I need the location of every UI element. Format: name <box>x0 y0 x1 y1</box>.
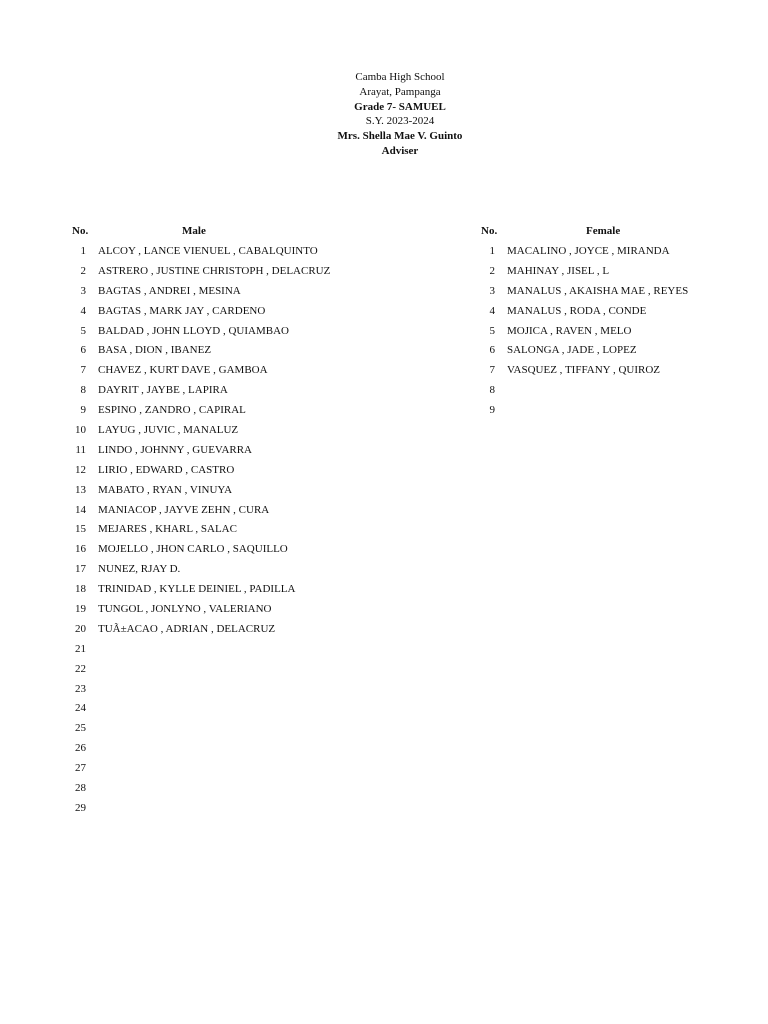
row-number: 14 <box>75 503 86 516</box>
student-name: MANALUS , AKAISHA MAE , REYES <box>507 284 689 297</box>
student-name: MACALINO , JOYCE , MIRANDA <box>507 245 670 257</box>
row-number: 16 <box>75 543 86 556</box>
row-number: 23 <box>75 682 86 695</box>
student-name: MANIACOP , JAYVE ZEHN , CURA <box>98 503 270 516</box>
student-name: ASTRERO , JUSTINE CHRISTOPH , DELACRUZ <box>98 264 331 277</box>
student-name: BASA , DION , IBANEZ <box>98 344 212 357</box>
row-number: 8 <box>80 384 86 397</box>
student-name: VASQUEZ , TIFFANY , QUIROZ <box>507 364 660 377</box>
student-name: BALDAD , JOHN LLOYD , QUIAMBAO <box>98 324 289 337</box>
row-number: 29 <box>75 801 86 814</box>
student-name: SALONGA , JADE , LOPEZ <box>507 344 637 357</box>
row-number: 1 <box>489 245 495 257</box>
school-location: Arayat, Pampanga <box>359 85 441 98</box>
row-number: 9 <box>80 404 86 417</box>
row-number: 2 <box>80 264 86 277</box>
adviser-name: Mrs. Shella Mae V. Guinto <box>337 130 463 143</box>
row-number: 10 <box>75 424 86 437</box>
school-name: Camba High School <box>355 71 445 83</box>
row-number: 11 <box>75 443 86 456</box>
row-number: 3 <box>80 284 86 297</box>
row-number: 9 <box>489 404 495 417</box>
male-no-header: No. <box>72 225 89 237</box>
row-number: 28 <box>75 782 86 795</box>
row-number: 7 <box>80 364 86 377</box>
row-number: 6 <box>80 344 86 357</box>
document-header <box>0 70 768 159</box>
student-name: ALCOY , LANCE VIENUEL , CABALQUINTO <box>98 245 318 257</box>
row-number: 20 <box>75 622 86 635</box>
row-number: 4 <box>80 304 86 317</box>
student-name: MEJARES , KHARL , SALAC <box>98 523 237 536</box>
student-name: TUÃ±ACAO , ADRIAN , DELACRUZ <box>98 622 276 635</box>
row-number: 15 <box>75 523 86 536</box>
student-name: MOJICA , RAVEN , MELO <box>507 324 632 337</box>
student-name: TUNGOL , JONLYNO , VALERIANO <box>98 603 272 616</box>
row-number: 18 <box>75 583 86 596</box>
student-name: BAGTAS , ANDREI , MESINA <box>98 284 241 297</box>
student-name: TRINIDAD , KYLLE DEINIEL , PADILLA <box>98 583 296 596</box>
row-number: 12 <box>75 463 86 476</box>
student-name: LIRIO , EDWARD , CASTRO <box>98 463 235 476</box>
row-number: 22 <box>75 662 86 675</box>
row-number: 8 <box>489 384 495 397</box>
female-column-header: Female <box>586 225 621 237</box>
student-name: LAYUG , JUVIC , MANALUZ <box>98 424 239 437</box>
student-name: MOJELLO , JHON CARLO , SAQUILLO <box>98 543 288 556</box>
row-number: 19 <box>75 603 86 616</box>
row-number: 27 <box>75 762 86 775</box>
row-number: 17 <box>75 563 86 576</box>
grade-section: Grade 7- SAMUEL <box>354 100 446 113</box>
row-number: 24 <box>75 702 86 715</box>
student-name: LINDO , JOHNNY , GUEVARRA <box>98 443 252 456</box>
row-number: 4 <box>489 304 495 317</box>
row-number: 13 <box>75 483 86 496</box>
row-number: 1 <box>80 245 86 257</box>
student-name: MAHINAY , JISEL , L <box>507 264 610 277</box>
female-no-header: No. <box>481 225 498 237</box>
student-name: BAGTAS , MARK JAY , CARDENO <box>98 304 266 317</box>
adviser-label: Adviser <box>381 144 419 157</box>
row-number: 5 <box>489 324 495 337</box>
row-number: 25 <box>75 722 86 735</box>
row-number: 3 <box>489 284 495 297</box>
student-name: NUNEZ, RJAY D. <box>98 563 181 576</box>
student-name: MABATO , RYAN , VINUYA <box>98 483 233 496</box>
row-number: 2 <box>489 264 495 277</box>
male-column-header: Male <box>182 225 206 237</box>
student-name: CHAVEZ , KURT DAVE , GAMBOA <box>98 364 268 377</box>
row-number: 7 <box>489 364 495 377</box>
row-number: 21 <box>75 642 86 655</box>
school-year: S.Y. 2023-2024 <box>365 115 435 128</box>
row-number: 5 <box>80 324 86 337</box>
row-number: 26 <box>75 742 86 755</box>
student-name: MANALUS , RODA , CONDE <box>507 304 647 317</box>
student-name: ESPINO , ZANDRO , CAPIRAL <box>98 404 246 417</box>
row-number: 6 <box>489 344 495 357</box>
student-name: DAYRIT , JAYBE , LAPIRA <box>98 384 228 397</box>
